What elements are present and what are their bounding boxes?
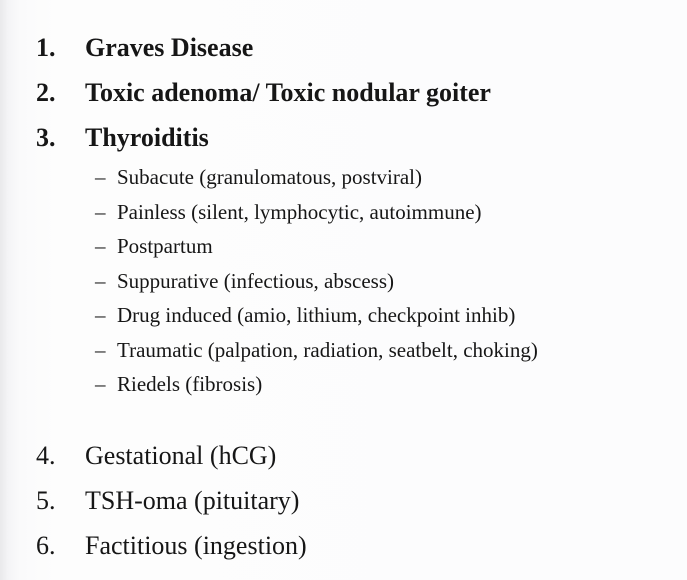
dash-bullet: – xyxy=(95,234,106,258)
sub-item-label: Postpartum xyxy=(117,234,213,258)
item-label: Gestational (hCG) xyxy=(85,440,277,470)
sub-list-item-postpartum xyxy=(0,229,687,264)
sub-list-item-drug-induced xyxy=(0,298,687,333)
item-label: Factitious (ingestion) xyxy=(85,530,307,560)
dash-bullet: – xyxy=(95,303,106,327)
lower-list-group xyxy=(0,433,687,568)
list-item-tsh-oma xyxy=(0,478,687,523)
list-item-factitious xyxy=(0,523,687,568)
sub-list-item-riedels xyxy=(0,367,687,402)
dash-bullet: – xyxy=(95,165,106,189)
dash-bullet: – xyxy=(95,337,106,362)
sub-list-item-suppurative xyxy=(0,264,687,299)
sub-item-label: Drug induced (amio, lithium, checkpoint inhib) xyxy=(117,303,516,327)
item-number: 1. xyxy=(36,33,56,62)
item-number: 6. xyxy=(36,530,56,560)
list-item-gestational xyxy=(0,433,687,478)
list-item-thyroiditis xyxy=(0,115,687,160)
item-label: Toxic adenoma/ Toxic nodular goiter xyxy=(85,78,491,107)
item-label: TSH-oma (pituitary) xyxy=(85,485,300,515)
sub-item-label: Painless (silent, lymphocytic, autoimmune) xyxy=(117,199,482,224)
list-item-toxic-adenoma xyxy=(0,70,687,115)
item-number: 5. xyxy=(36,485,56,515)
item-label: Thyroiditis xyxy=(85,123,209,152)
item-label: Graves Disease xyxy=(85,33,254,62)
thyroiditis-sub-list xyxy=(0,160,687,402)
sub-item-label: Suppurative (infectious, abscess) xyxy=(117,268,395,293)
item-number: 4. xyxy=(36,440,56,470)
sub-list-item-traumatic xyxy=(0,333,687,368)
dash-bullet: – xyxy=(95,268,106,293)
sub-item-label: Traumatic (palpation, radiation, seatbelt, choking) xyxy=(117,337,538,362)
sub-list-item-painless xyxy=(0,195,687,230)
dash-bullet: – xyxy=(95,199,106,224)
sub-list-item-subacute xyxy=(0,160,687,195)
item-number: 2. xyxy=(36,78,56,107)
item-number: 3. xyxy=(36,123,56,152)
list-item-graves-disease xyxy=(0,25,687,70)
sub-item-label: Riedels (fibrosis) xyxy=(117,372,263,396)
dash-bullet: – xyxy=(95,372,106,396)
sub-item-label: Subacute (granulomatous, postviral) xyxy=(117,165,423,189)
